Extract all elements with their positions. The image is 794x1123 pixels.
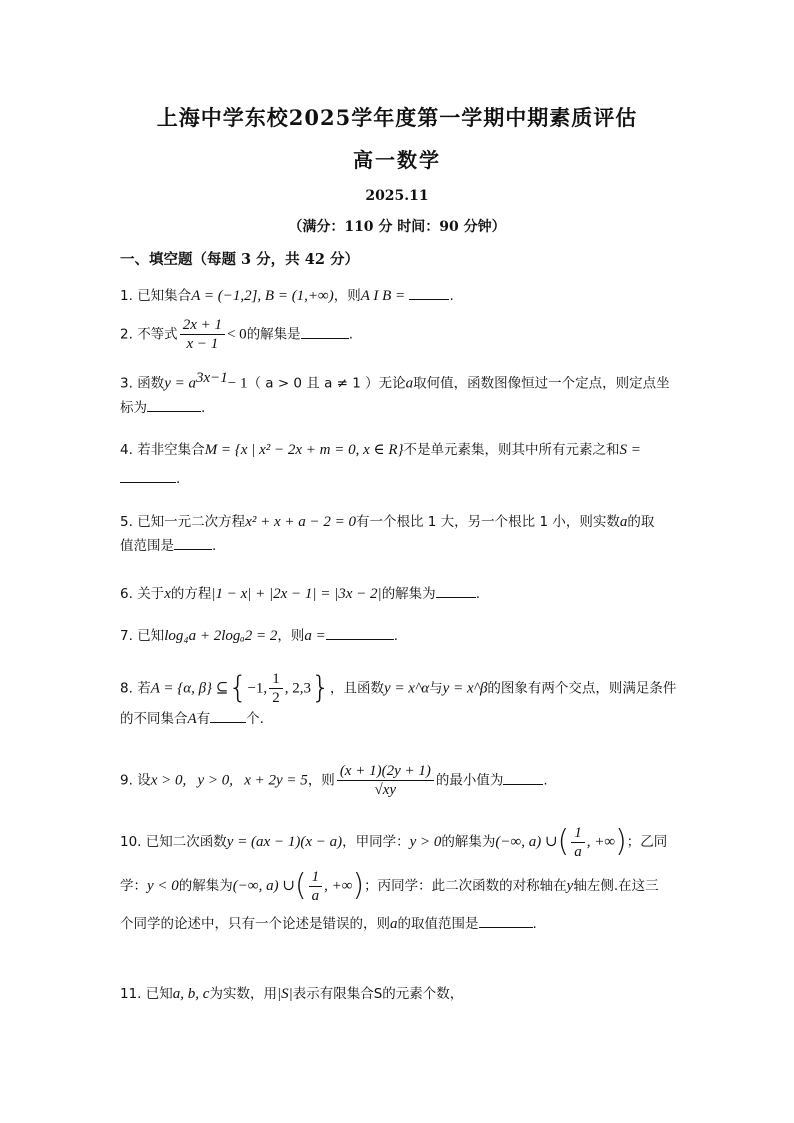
question-text: 的取值范围是 — [397, 916, 479, 932]
fraction — [269, 670, 283, 707]
question-math: (−∞, a) ∪ — [495, 834, 558, 850]
question-number: 4. — [120, 442, 133, 458]
question-text: 的解集为 — [441, 834, 496, 850]
answer-blank[interactable] — [210, 708, 246, 723]
answer-blank[interactable] — [479, 913, 533, 928]
fraction-numerator: 1 — [309, 868, 323, 887]
question-1 — [120, 284, 680, 308]
fraction — [571, 824, 585, 861]
answer-blank[interactable] — [120, 468, 176, 483]
fraction-numerator: 1 — [571, 824, 585, 843]
question-text: 已知 — [137, 628, 165, 644]
question-number: 10. — [120, 834, 142, 850]
exam-date: 2025.11 — [365, 188, 429, 204]
question-text: ，甲同学： — [342, 834, 410, 850]
question-4 — [120, 438, 680, 491]
punctuation: . — [348, 326, 353, 343]
question-math: y < 0 — [147, 878, 179, 894]
question-11 — [120, 982, 680, 1006]
paren-close: ) — [352, 868, 365, 903]
fraction-denominator: x − 1 — [186, 336, 219, 352]
fraction-numerator: (x + 1)(2y + 1) — [337, 762, 434, 781]
question-text: 的解集为 — [178, 878, 233, 894]
question-math: x² + x + a − 2 = 0 — [245, 514, 356, 530]
punctuation: . — [449, 288, 454, 304]
variable: a — [619, 514, 628, 530]
question-number: 2. — [120, 326, 133, 343]
question-math: A = {α, β} ⊆ — [150, 680, 229, 697]
punctuation: . — [212, 538, 217, 554]
exam-info: （满分：110 分 时间：90 分钟） — [288, 219, 506, 235]
fraction — [309, 868, 323, 905]
question-text: 的解集为 — [381, 586, 436, 602]
question-math: log₄a + 2logₐ2 = 2 — [164, 628, 278, 644]
set-element: −1, — [247, 680, 268, 697]
question-text: ，则 — [277, 628, 305, 644]
question-number: 11. — [120, 986, 142, 1002]
question-text: 的解集是 — [246, 326, 301, 343]
question-math: |S| — [276, 986, 293, 1002]
punctuation: . — [201, 399, 206, 416]
question-number: 1. — [120, 288, 133, 304]
question-text: 个同学的论述中，只有一个论述是错误的，则 — [120, 916, 390, 932]
question-text: 若非空集合 — [137, 442, 205, 458]
question-math: M = {x | x² − 2x + m = 0, x ∈ R} — [204, 442, 404, 458]
fraction-denominator: √xy — [374, 782, 397, 798]
question-9 — [120, 762, 680, 799]
question-8 — [120, 670, 680, 731]
paren-open: ( — [294, 868, 307, 903]
answer-blank[interactable] — [174, 535, 212, 550]
question-math: − 1 — [227, 375, 248, 392]
question-text: 个. — [246, 711, 264, 727]
section-heading: 一、填空题（每题 3 分，共 42 分） — [120, 251, 359, 268]
question-condition: （ a > 0 且 a ≠ 1 ） — [247, 375, 379, 392]
question-text: 无论 — [378, 375, 406, 392]
question-text: 为实数，用 — [209, 986, 277, 1002]
question-math: , +∞ — [586, 834, 616, 850]
question-text: 不等式 — [137, 326, 178, 343]
answer-blank[interactable] — [409, 285, 449, 300]
question-text: 的最小值为 — [435, 772, 504, 789]
question-text: 不是单元素集，则其中所有元素之和 — [403, 442, 620, 458]
question-10 — [120, 822, 680, 938]
question-math: y = a — [164, 375, 196, 392]
question-text: 已知二次函数 — [145, 834, 227, 850]
question-text: 轴左侧.在这三 — [573, 878, 659, 894]
question-math: A = (−1,2], B = (1,+∞) — [191, 288, 334, 304]
question-text: 的取 — [627, 514, 655, 530]
question-7 — [120, 624, 680, 648]
question-text: 标为 — [120, 399, 147, 416]
question-text: 的不同集合 — [120, 711, 188, 727]
question-text: ，且函数 — [330, 680, 385, 697]
question-math: A I B = — [360, 288, 406, 304]
question-5 — [120, 510, 680, 558]
answer-blank[interactable] — [326, 625, 394, 640]
variable: a — [405, 375, 414, 392]
punctuation: . — [475, 586, 480, 602]
fraction-denominator: a — [574, 843, 582, 860]
question-text: 表示有限集合S的元素个数， — [292, 986, 464, 1002]
question-text: 与 — [429, 680, 443, 697]
question-text: 函数 — [137, 375, 165, 392]
question-number: 5. — [120, 514, 133, 530]
question-text: ，则 — [333, 288, 361, 304]
question-number: 8. — [120, 680, 133, 697]
question-math: (−∞, a) ∪ — [232, 878, 295, 894]
question-text: 已知一元二次方程 — [137, 514, 246, 530]
question-text: 关于 — [137, 586, 165, 602]
fraction — [180, 316, 225, 353]
brace-open: { — [228, 670, 248, 706]
exam-subject: 高一数学 — [353, 148, 441, 172]
question-math: , +∞ — [324, 878, 353, 894]
exam-title: 上海中学东校2025学年度第一学期中期素质评估 — [156, 105, 638, 130]
question-text: 取何值，函数图像恒过一个定点，则定点坐 — [413, 375, 670, 392]
question-number: 6. — [120, 586, 133, 602]
fraction-numerator: 2x + 1 — [180, 316, 225, 335]
question-text: 若 — [137, 680, 151, 697]
question-text: 已知集合 — [137, 288, 192, 304]
fraction — [337, 762, 434, 799]
question-text: ；丙同学：此二次函数的对称轴在 — [364, 878, 567, 894]
question-number: 9. — [120, 772, 133, 789]
punctuation: . — [532, 916, 537, 932]
question-math: y > 0 — [409, 834, 442, 850]
paren-close: ) — [615, 824, 627, 859]
question-text: ，则 — [307, 772, 335, 789]
paren-open: ( — [557, 824, 570, 859]
variable: a — [390, 916, 398, 932]
question-text: ；乙同 — [626, 834, 668, 850]
question-math: y = x^α — [384, 680, 430, 697]
question-math: y = x^β — [442, 680, 488, 697]
question-3 — [120, 366, 680, 420]
question-math: y = (ax − 1)(x − a) — [226, 834, 343, 850]
question-number: 3. — [120, 375, 133, 392]
variable: x — [164, 586, 171, 602]
question-text: 有一个根比 1 大，另一个根比 1 小，则实数 — [356, 514, 620, 530]
question-text: 值范围是 — [120, 538, 174, 554]
variable: y — [566, 878, 574, 894]
punctuation: . — [543, 772, 548, 789]
question-2 — [120, 316, 680, 353]
question-text: 有 — [196, 711, 211, 727]
answer-blank[interactable] — [301, 324, 349, 339]
fraction-denominator: a — [311, 887, 320, 904]
fraction-denominator: 2 — [272, 690, 280, 706]
question-text: 学： — [120, 878, 147, 894]
punctuation: . — [393, 628, 399, 644]
question-math: < 0 — [226, 326, 247, 343]
question-text: 的图象有两个交点，则满足条件 — [487, 680, 677, 697]
question-text: 设 — [137, 772, 151, 789]
question-math: a = — [304, 628, 326, 644]
answer-blank[interactable] — [147, 397, 201, 412]
fraction-numerator: 1 — [269, 670, 283, 689]
question-math: |1 − x| + |2x − 1| = |3x − 2| — [211, 586, 382, 602]
brace-close: } — [310, 670, 331, 706]
question-math: S = — [619, 442, 641, 458]
punctuation: . — [176, 471, 181, 487]
question-6 — [120, 582, 680, 606]
variable: A — [187, 711, 197, 727]
question-math: a, b, c — [172, 986, 210, 1002]
answer-blank[interactable] — [436, 583, 476, 598]
question-number: 7. — [120, 628, 133, 644]
set-element: , 2,3 — [284, 680, 311, 697]
question-text: 已知 — [145, 986, 173, 1002]
question-text: 的方程 — [170, 586, 212, 602]
exponent: 3x−1 — [195, 370, 228, 386]
question-math: x > 0, y > 0, x + 2y = 5 — [150, 772, 308, 789]
answer-blank[interactable] — [503, 770, 543, 785]
